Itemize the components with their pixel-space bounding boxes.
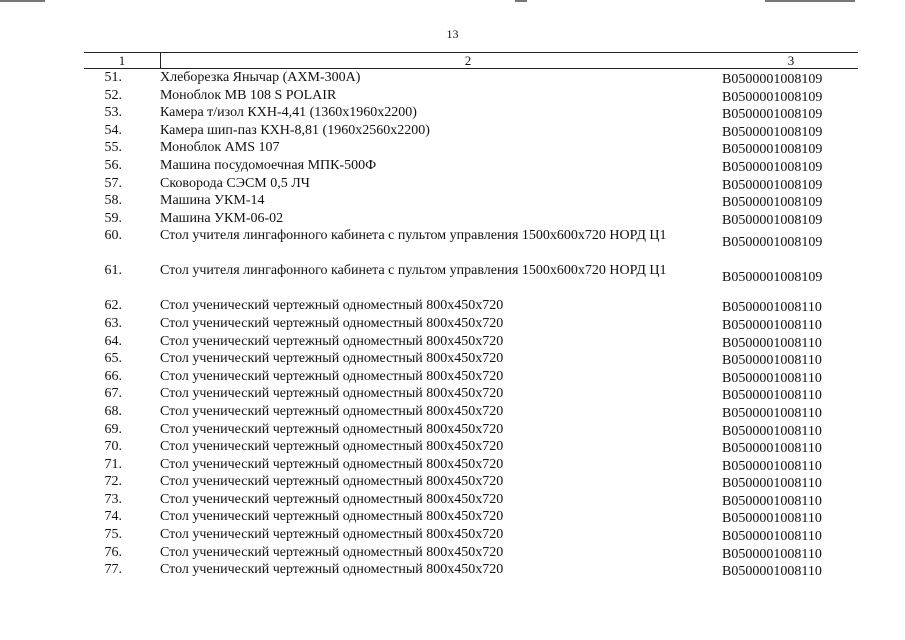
row-num: 67. xyxy=(104,386,122,402)
scan-edge-line-right xyxy=(765,0,855,2)
header-col-2: 2 xyxy=(160,53,775,68)
row-name: Стол ученический чертежный одноместный 800х450х720 xyxy=(160,386,504,402)
row-name: Стол ученический чертежный одноместный 800х450х720 xyxy=(160,439,504,455)
table-row xyxy=(84,421,858,439)
row-code: В0500001008110 xyxy=(722,423,822,439)
table-row xyxy=(84,438,858,456)
row-num: 63. xyxy=(104,315,122,331)
row-name: Стол ученический чертежный одноместный 800х450х720 xyxy=(160,403,504,419)
row-name: Стол учителя лингафонного кабинета с пультом управления 1500х600х720 НОРД Ц1 xyxy=(160,228,667,244)
row-name: Стол ученический чертежный одноместный 800х450х720 xyxy=(160,315,504,331)
table-row xyxy=(84,368,858,386)
row-code: В0500001008109 xyxy=(722,212,823,228)
row-name: Стол ученический чертежный одноместный 800х450х720 xyxy=(160,421,504,437)
row-num: 52. xyxy=(104,87,122,103)
row-num: 69. xyxy=(104,421,122,437)
header-col-1: 1 xyxy=(118,53,126,68)
row-name: Стол ученический чертежный одноместный 800х450х720 xyxy=(160,298,504,314)
scan-edge-line-left xyxy=(0,0,45,2)
row-code: В0500001008109 xyxy=(722,270,823,286)
row-name: Стол учителя лингафонного кабинета с пультом управления 1500х600х720 НОРД Ц1 xyxy=(160,263,667,279)
row-code: В0500001008109 xyxy=(722,177,823,193)
table-row xyxy=(84,315,858,333)
row-num: 51. xyxy=(104,70,122,85)
row-code: В0500001008110 xyxy=(722,370,822,386)
row-code: В0500001008110 xyxy=(722,493,822,509)
table-row xyxy=(84,227,858,262)
row-name: Камера т/изол КХН-4,41 (1360х1960х2200) xyxy=(160,105,417,121)
row-name: Камера шип-паз КХН-8,81 (1960х2560х2200) xyxy=(160,122,430,138)
table-body xyxy=(84,69,858,579)
row-num: 68. xyxy=(104,403,122,419)
table-row xyxy=(84,385,858,403)
row-name: Стол ученический чертежный одноместный 800х450х720 xyxy=(160,333,504,349)
row-code: В0500001008110 xyxy=(722,564,822,580)
row-num: 65. xyxy=(104,351,122,367)
table-header xyxy=(84,52,858,69)
row-code: В0500001008110 xyxy=(722,405,822,421)
table-row xyxy=(84,192,858,210)
equipment-table xyxy=(84,52,858,579)
row-num: 66. xyxy=(104,368,122,384)
row-num: 55. xyxy=(104,140,122,156)
header-col-3: 3 xyxy=(787,53,795,68)
row-num: 61. xyxy=(104,263,122,279)
table-row xyxy=(84,104,858,122)
table-row xyxy=(84,456,858,474)
row-code: В0500001008110 xyxy=(722,476,822,492)
row-code: В0500001008109 xyxy=(722,72,823,87)
row-name: Хлеборезка Янычар (АХМ-300А) xyxy=(160,70,361,85)
table-row xyxy=(84,561,858,579)
row-num: 74. xyxy=(104,509,122,525)
row-code: В0500001008110 xyxy=(722,300,822,316)
row-num: 53. xyxy=(104,105,122,121)
row-num: 77. xyxy=(104,562,122,578)
row-code: В0500001008109 xyxy=(722,89,823,105)
row-name: Машина УКМ-14 xyxy=(160,193,265,209)
row-code: В0500001008109 xyxy=(722,195,823,211)
row-code: В0500001008110 xyxy=(722,529,822,545)
row-code: В0500001008110 xyxy=(722,441,822,457)
row-num: 58. xyxy=(104,193,122,209)
row-num: 57. xyxy=(104,175,122,191)
row-num: 71. xyxy=(104,456,122,472)
row-num: 75. xyxy=(104,527,122,543)
row-num: 73. xyxy=(104,491,122,507)
row-name: Моноблок AMS 107 xyxy=(160,140,280,156)
table-row xyxy=(84,175,858,193)
row-code: В0500001008110 xyxy=(722,353,822,369)
row-num: 76. xyxy=(104,544,122,560)
row-num: 62. xyxy=(104,298,122,314)
table-row xyxy=(84,210,858,228)
row-code: В0500001008110 xyxy=(722,511,822,527)
row-code: В0500001008109 xyxy=(722,235,823,251)
row-name: Машина посудомоечная МПК-500Ф xyxy=(160,157,377,173)
row-name: Стол ученический чертежный одноместный 800х450х720 xyxy=(160,509,504,525)
row-num: 60. xyxy=(104,228,122,244)
table-row xyxy=(84,526,858,544)
row-num: 54. xyxy=(104,122,122,138)
table-row xyxy=(84,157,858,175)
table-row xyxy=(84,544,858,562)
scan-edge-line-mid xyxy=(515,0,527,2)
row-code: В0500001008109 xyxy=(722,124,823,140)
row-code: В0500001008110 xyxy=(722,317,822,333)
row-code: В0500001008110 xyxy=(722,388,822,404)
table-row xyxy=(84,122,858,140)
row-name: Стол ученический чертежный одноместный 800х450х720 xyxy=(160,491,504,507)
row-name: Стол ученический чертежный одноместный 800х450х720 xyxy=(160,562,504,578)
table-row xyxy=(84,69,858,87)
table-row xyxy=(84,87,858,105)
row-name: Моноблок MB 108 S POLAIR xyxy=(160,87,337,103)
row-name: Стол ученический чертежный одноместный 800х450х720 xyxy=(160,474,504,490)
table-row xyxy=(84,262,858,297)
row-num: 64. xyxy=(104,333,122,349)
row-code: В0500001008109 xyxy=(722,107,823,123)
row-code: В0500001008110 xyxy=(722,335,822,351)
table-row xyxy=(84,333,858,351)
table-row xyxy=(84,508,858,526)
page-number: 13 xyxy=(446,27,459,41)
row-num: 70. xyxy=(104,439,122,455)
row-name: Стол ученический чертежный одноместный 800х450х720 xyxy=(160,456,504,472)
row-code: В0500001008110 xyxy=(722,546,822,562)
row-name: Стол ученический чертежный одноместный 800х450х720 xyxy=(160,544,504,560)
table-row xyxy=(84,491,858,509)
row-code: В0500001008110 xyxy=(722,458,822,474)
row-num: 56. xyxy=(104,157,122,173)
row-code: В0500001008109 xyxy=(722,159,823,175)
row-name: Машина УКМ-06-02 xyxy=(160,210,284,226)
row-num: 59. xyxy=(104,210,122,226)
table-row xyxy=(84,473,858,491)
row-name: Стол ученический чертежный одноместный 800х450х720 xyxy=(160,351,504,367)
table-row xyxy=(84,403,858,421)
table-row xyxy=(84,297,858,315)
table-row xyxy=(84,139,858,157)
table-row xyxy=(84,350,858,368)
row-name: Стол ученический чертежный одноместный 800х450х720 xyxy=(160,527,504,543)
row-code: В0500001008109 xyxy=(722,142,823,158)
row-num: 72. xyxy=(104,474,122,490)
row-name: Сковорода СЭСМ 0,5 ЛЧ xyxy=(160,175,310,191)
row-name: Стол ученический чертежный одноместный 800х450х720 xyxy=(160,368,504,384)
